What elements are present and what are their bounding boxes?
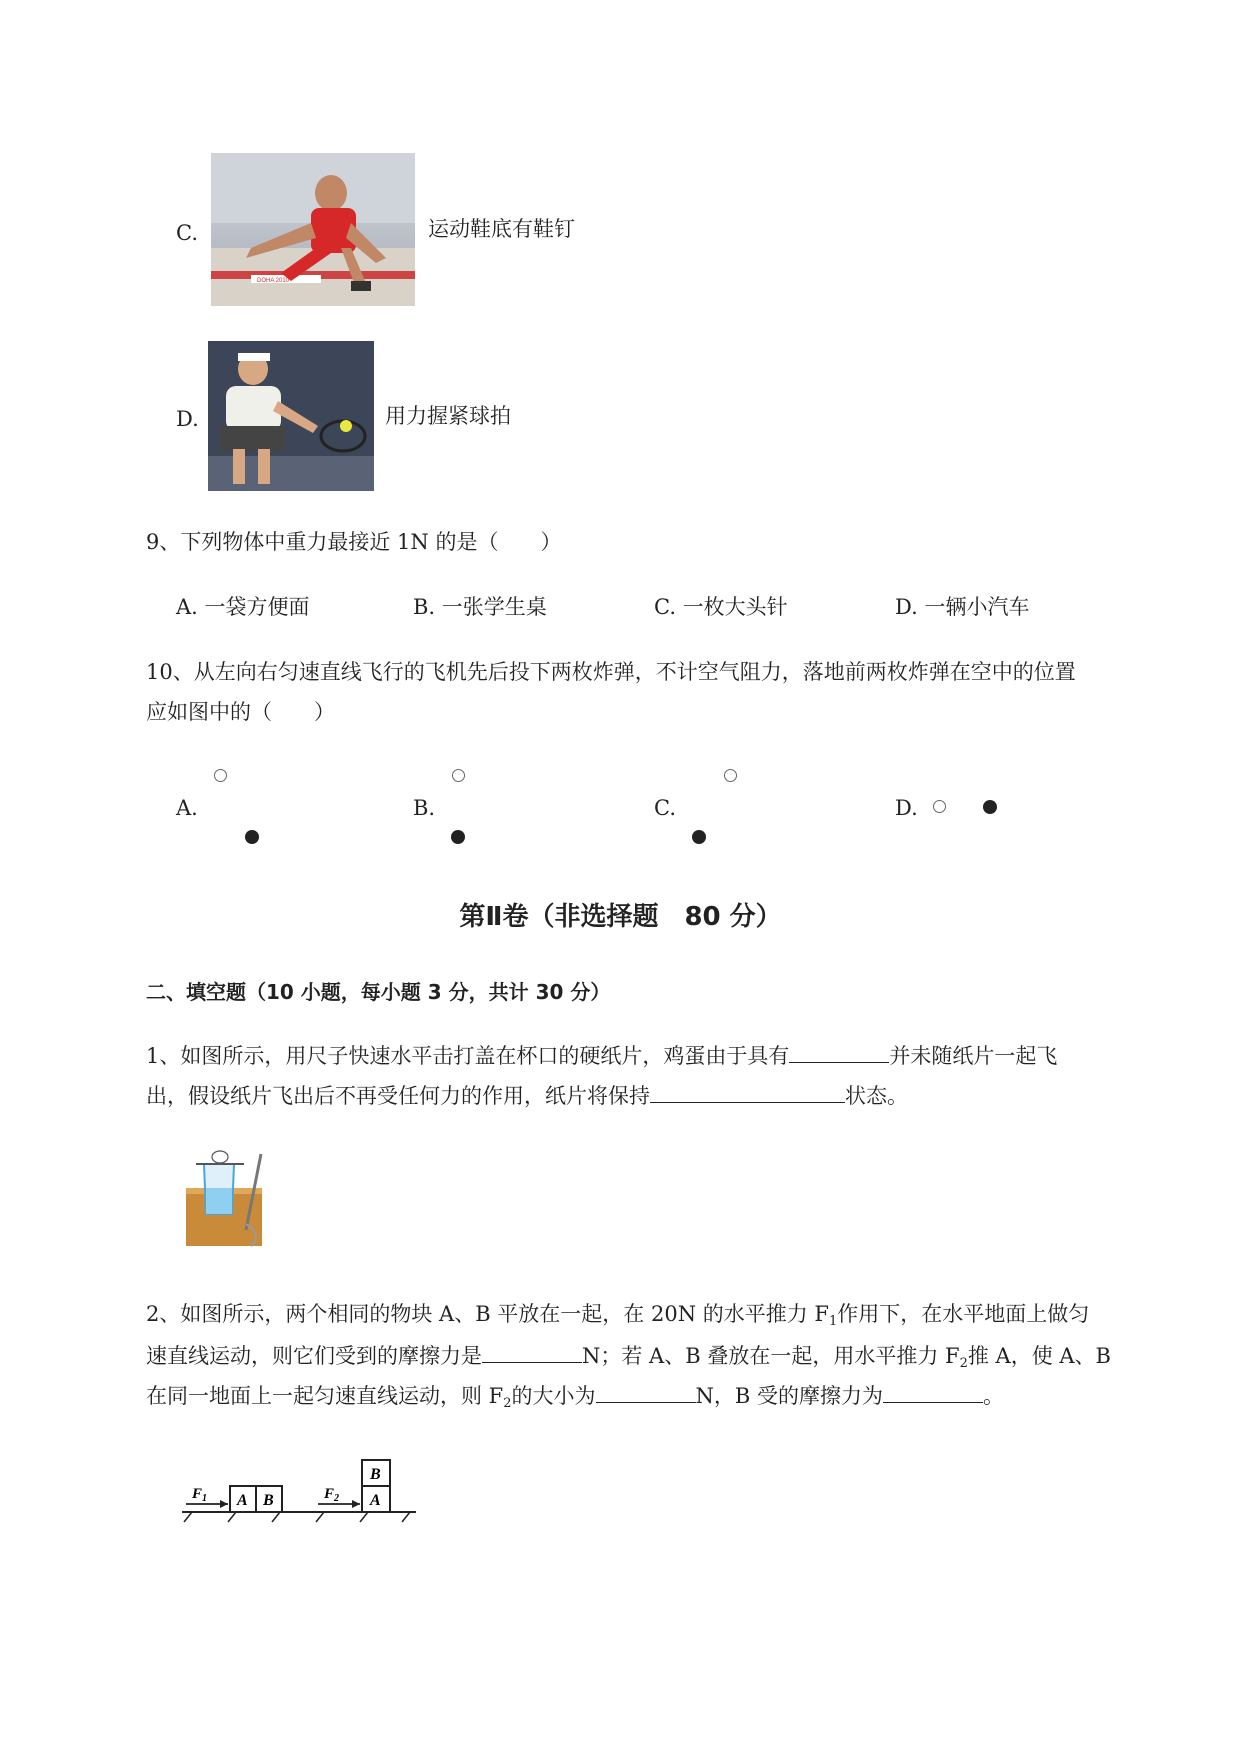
block-a-bottom-label: A: [370, 1492, 381, 1509]
q10-option-c-letter: C.: [654, 796, 676, 820]
q9-option-d: D. 一辆小汽车: [895, 595, 1030, 619]
option-c-text: 运动鞋底有鞋钉: [428, 217, 575, 241]
force-f1-label: $F_1$: [192, 1486, 208, 1504]
section-title: 第Ⅱ卷（非选择题 80 分）: [459, 902, 782, 932]
answer-blank[interactable]: [650, 1082, 845, 1103]
q10-stem-line2: 应如图中的（ ）: [146, 700, 335, 724]
blocks-figure: [180, 1448, 420, 1532]
answer-blank[interactable]: [883, 1382, 983, 1403]
option-d-text: 用力握紧球拍: [385, 404, 511, 428]
option-c-letter: C.: [176, 221, 198, 245]
q9-option-a: A. 一袋方便面: [176, 595, 310, 619]
f2-line3: 在同一地面上一起匀速直线运动，则 $F_2$的大小为 N，B 受的摩擦力为 。: [146, 1384, 1005, 1411]
q10-option-b-letter: B.: [413, 796, 436, 820]
open-circle-icon: [214, 769, 227, 782]
photo-banner-text: DOHA 2010: [257, 278, 290, 284]
f1-line1: 1、如图所示，用尺子快速水平击打盖在杯口的硬纸片，鸡蛋由于具有 并未随纸片一起飞: [146, 1044, 1058, 1068]
q9-option-b: B. 一张学生桌: [413, 595, 547, 619]
f2-line2: 速直线运动，则它们受到的摩擦力是 N；若 A、B 叠放在一起，用水平推力 $F_2$推 A，使 A、B: [146, 1344, 1111, 1371]
open-circle-icon: [452, 769, 465, 782]
filled-circle-icon: [245, 830, 259, 844]
q9-stem: 9、下列物体中重力最接近 1N 的是（ ）: [146, 530, 562, 554]
open-circle-icon: [933, 800, 946, 813]
block-b-top-label: B: [370, 1466, 381, 1483]
f2-line1: 2、如图所示，两个相同的物块 A、B 平放在一起，在 20N 的水平推力 $F_1$作用下，在水平地面上做匀: [146, 1302, 1090, 1329]
force-f2-label: $F_2$: [324, 1486, 340, 1504]
answer-blank[interactable]: [482, 1342, 582, 1363]
option-d-letter: D.: [176, 407, 199, 431]
answer-blank[interactable]: [596, 1382, 696, 1403]
answer-blank[interactable]: [789, 1042, 889, 1063]
f1-line2: 出，假设纸片飞出后不再受任何力的作用，纸片将保持 状态。: [146, 1084, 908, 1108]
filled-circle-icon: [451, 830, 465, 844]
q10-stem-line1: 10、从左向右匀速直线飞行的飞机先后投下两枚炸弹，不计空气阻力，落地前两枚炸弹在空中的位置: [146, 660, 1076, 684]
filled-circle-icon: [692, 830, 706, 844]
tennis-player-photo: [208, 341, 374, 491]
q9-option-c: C. 一枚大头针: [654, 595, 788, 619]
filled-circle-icon: [983, 800, 997, 814]
q10-option-d-letter: D.: [895, 796, 918, 820]
block-b-label: B: [263, 1492, 274, 1509]
open-circle-icon: [724, 769, 737, 782]
q10-option-a-letter: A.: [176, 796, 198, 820]
hurdler-photo: [211, 153, 415, 306]
cup-ruler-figure: [186, 1150, 286, 1250]
block-a-label: A: [237, 1492, 248, 1509]
section-subtitle: 二、填空题（10 小题，每小题 3 分，共计 30 分）: [146, 980, 611, 1004]
